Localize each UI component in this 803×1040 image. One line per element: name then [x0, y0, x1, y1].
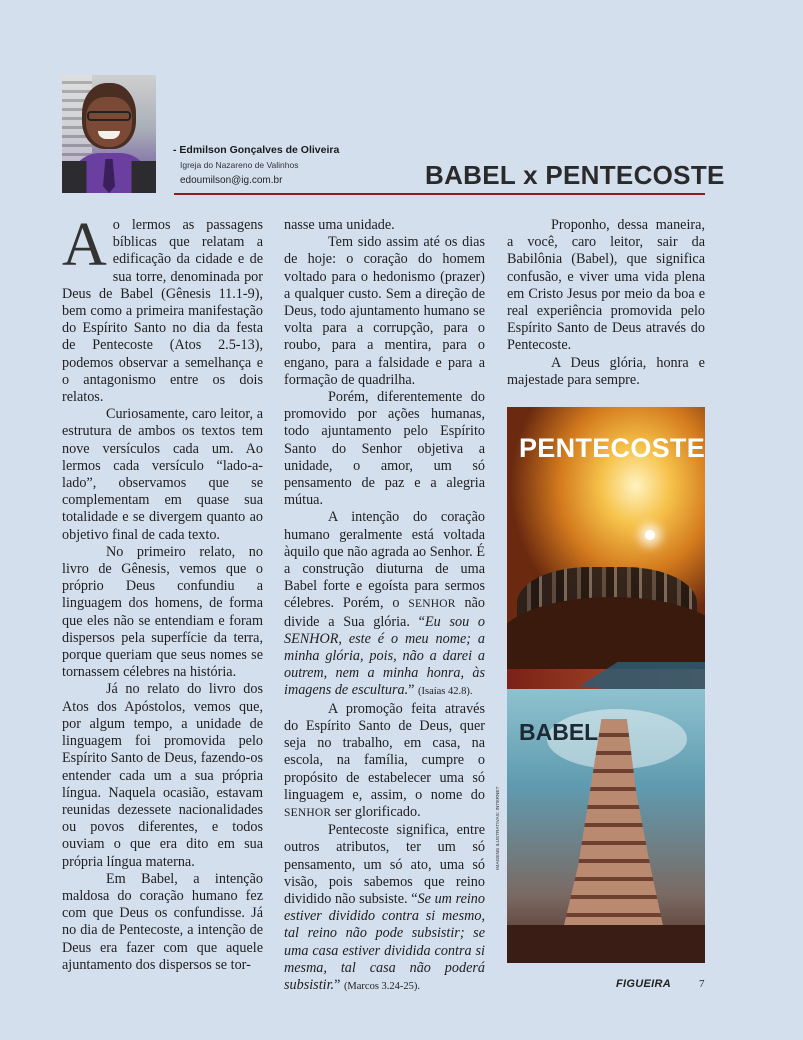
paragraph [284, 509, 485, 700]
paragraph-text: A intenção do coração humano geralmente está voltada àquilo que não agrada ao Senhor. É a construção diuturna de uma Babel forte e egoísta para sermos célebres. Porém, o [284, 509, 485, 612]
paragraph-text: ser glorificado. [334, 803, 421, 820]
bible-quote: Se um reino estiver dividido contra si mesmo, tal reino não pode subsistir; se uma casa estiver dividida contra si mesma, tal casa não poderá subsistir. [284, 890, 485, 993]
pentecoste-label: PENTECOSTE [519, 433, 706, 463]
paragraph: No primeiro relato, no livro de Gênesis, vemos que o próprio Deus confundiu a linguagem dos homens, de forma que eles não se entendiam e foram dispersos pela superfície da terra, porque queriam que seus nomes se tornassem célebres na história. [62, 543, 263, 681]
paragraph-text: o lermos as passagens bíblicas que relatam a edificação da cidade e de sua torre, denominada por Deus de Babel (Gênesis 11.1-9), bem como a primeira manifestação do Espírito Santo no dia da festa de Pentecoste (Atos 2.5-13), podemos observar a semelhança e o antagonismo entre os dois relatos. [62, 217, 263, 406]
paragraph-text: não divide a Sua glória. “ [284, 595, 486, 630]
paragraph [284, 701, 485, 822]
article-column-3 [507, 217, 705, 389]
paragraph: nasse uma unidade. [284, 217, 395, 233]
paragraph: Tem sido assim até os dias de hoje: o coração do homem voltado para o hedonismo (prazer) a qualquer custo. Sem a direção de Deus, todo ajuntamento humano se volta para a corrupção, para o roubo, para a mentira, para o engano, para a falsidade e para a formação de quadrilha. [284, 234, 485, 388]
title-divider [174, 193, 705, 195]
drop-cap: A [62, 211, 107, 279]
bible-reference: (Marcos 3.24-25). [343, 980, 421, 992]
babel-label: BABEL [519, 719, 599, 745]
paragraph: Porém, diferentemente do promovido por ações humanas, todo ajuntamento pelo Espírito Santo do Senhor objetiva a unidade, o amor, um só pensamento de paz e a alegria mútua. [284, 389, 485, 509]
quote-mark: ” [408, 682, 415, 699]
page-number: 7 [699, 978, 705, 990]
paragraph: Em Babel, a intenção maldosa do coração humano fez com que Deus os confundisse. Já no dia de Pentecoste, a intenção de Deus era fazer com que aquele ajuntamento dos dispersos se tor- [62, 870, 263, 973]
article-column-1 [62, 211, 263, 974]
dove-icon [645, 530, 655, 540]
small-caps-word: SENHOR [408, 598, 456, 611]
paragraph [284, 822, 485, 995]
small-caps-word: SENHOR [284, 806, 332, 819]
paragraph-text: A promoção feita através do Espírito Santo de Deus, quer seja no trabalho, em casa, na escola, na família, cumpre o propósito de estabelecer uma só linguagem e, assim, o nome do [284, 700, 485, 803]
bible-quote: Eu sou o SENHOR, este é o meu nome; a minha glória, pois, não a darei a outrem, nem a minha honra, às imagens de escultura. [284, 613, 485, 699]
paragraph: Proponho, dessa maneira, a você, caro leitor, sair da Babilônia (Babel), que significa confusão, e viver uma vida plena em Cristo Jesus por meio da boa e real experiência promovida pelo Espírito Santo de Deus através do Pentecoste. [507, 217, 705, 354]
author-email[interactable]: edoumilson@ig.com.br [180, 175, 283, 186]
author-photo [62, 75, 156, 193]
paragraph [62, 211, 263, 406]
author-church: Igreja do Nazareno de Valinhos [180, 160, 299, 170]
article-column-2 [284, 217, 485, 995]
author-name: - Edmilson Gonçalves de Oliveira [173, 144, 340, 156]
paragraph: A Deus glória, honra e majestade para sempre. [507, 354, 705, 388]
bible-reference: (Isaías 42.8). [417, 686, 473, 698]
article-title: BABEL x PENTECOSTE [425, 160, 725, 190]
paragraph-text: Pentecoste significa, entre outros atributos, ter um só pensamento, um só ato, uma só visão, pois sabemos que reino dividido não subsiste. “ [284, 822, 485, 907]
paragraph: Curiosamente, caro leitor, a estrutura de ambos os textos tem nove versículos cada um. Ao lermos cada versículo “lado-a-lado”, observamos que se complementam em quase sua totalidade e se divergem quanto ao objetivo final de cada texto. [62, 406, 263, 543]
quote-mark: ” [334, 976, 341, 993]
paragraph: Já no relato do livro dos Atos dos Apóstolos, vemos que, por algum tempo, a unidade de linguagem foi promovida pelo Espírito Santo de Deus, fazendo-os entender cada um a sua própria língua. Naquela ocasião, estavam reunidas dezessete nacionalidades ou povos diferentes, e todos ouviam o que era dito em sua própria língua materna. [62, 681, 263, 870]
image-credit: IMAGENS ILUSTRATIVAS: INTERNET [496, 786, 501, 870]
magazine-brand: FIGUEIRA [616, 978, 671, 990]
